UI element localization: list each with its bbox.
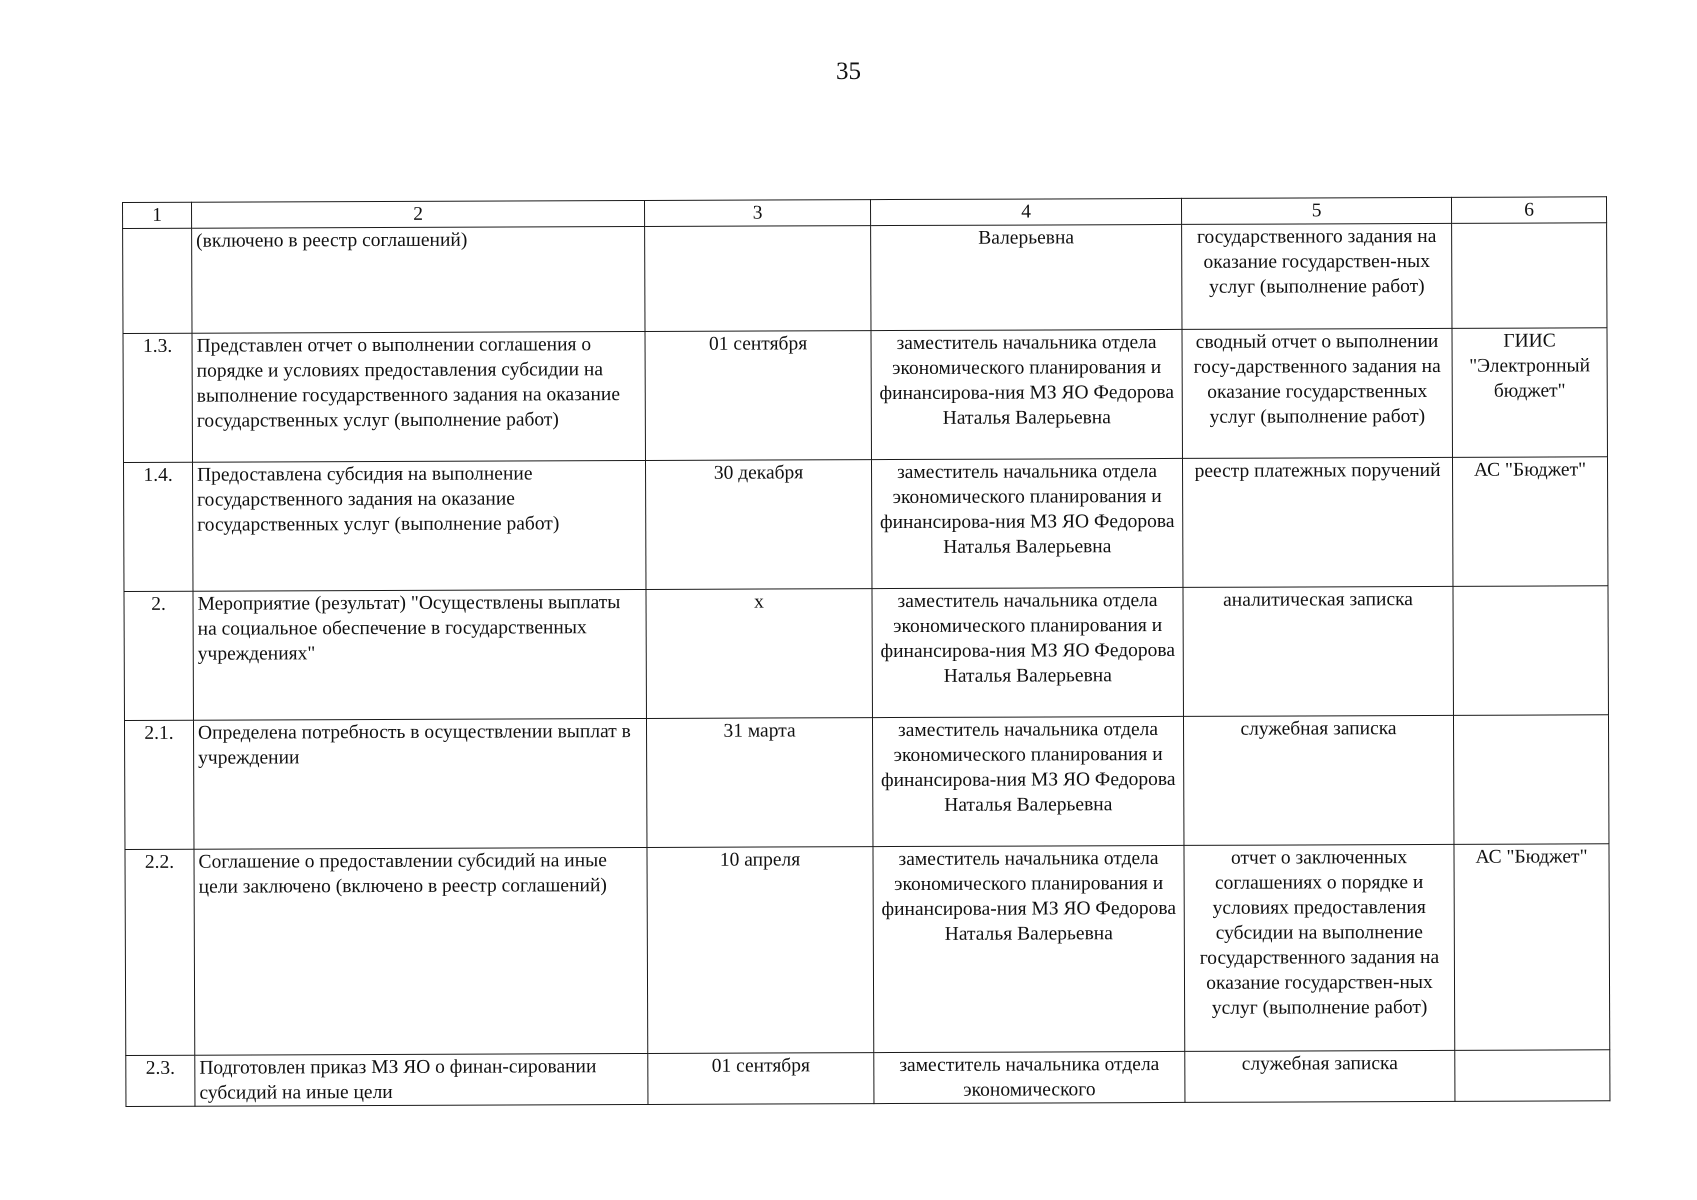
header-cell: 2 (192, 200, 645, 228)
row-number: 2.3. (126, 1055, 195, 1106)
document-cell: аналитическая записка (1183, 586, 1453, 716)
table-row (123, 328, 1607, 463)
date-cell: 30 декабря (645, 460, 871, 590)
responsible-cell: заместитель начальника отдела экономического планирования и финансирова-ния МЗ ЯО Федорова Наталья Валерьевна (871, 329, 1182, 459)
header-cell: 1 (123, 202, 192, 228)
row-number (123, 228, 192, 333)
system-cell: АС "Бюджет" (1454, 844, 1610, 1051)
event-cell: Определена потребность в осуществлении выплат в учреждении (193, 718, 646, 849)
responsible-cell: заместитель начальника отдела экономического планирования и финансирова-ния МЗ ЯО Федорова Наталья Валерьевна (872, 587, 1183, 717)
table-row (126, 1050, 1610, 1107)
responsible-cell: заместитель начальника отдела экономического планирования и финансирова-ния МЗ ЯО Федорова Наталья Валерьевна (872, 716, 1183, 846)
responsible-cell: заместитель начальника отдела экономического (874, 1051, 1185, 1103)
header-cell: 3 (644, 200, 870, 227)
responsible-cell: Валерьевна (871, 224, 1182, 330)
system-cell: АС "Бюджет" (1452, 457, 1607, 587)
system-cell (1452, 223, 1607, 329)
document-cell: отчет о заключенных соглашениях о порядке и условиях предоставления субсидии на выполнение государственного задания на оказание государствен-ных услуг (выполнение работ) (1184, 844, 1455, 1051)
table-row (124, 715, 1608, 850)
event-cell: Соглашение о предоставлении субсидий на иные цели заключено (включено в реестр соглашений) (194, 847, 648, 1055)
date-cell (645, 226, 871, 332)
date-cell: 31 марта (646, 718, 872, 848)
system-cell (1453, 715, 1608, 845)
header-cell: 6 (1451, 197, 1606, 224)
document-cell: служебная записка (1183, 715, 1453, 845)
row-number: 1.4. (124, 462, 193, 591)
row-number: 2. (124, 591, 193, 720)
row-number: 1.3. (123, 333, 192, 462)
event-cell: (включено в реестр соглашений) (192, 226, 645, 333)
responsible-cell: заместитель начальника отдела экономического планирования и финансирова-ния МЗ ЯО Федорова Наталья Валерьевна (873, 845, 1185, 1052)
header-cell: 5 (1181, 197, 1451, 224)
row-number: 2.1. (124, 720, 193, 849)
date-cell: 01 сентября (645, 331, 871, 461)
document-cell: сводный отчет о выполнении госу-дарственного задания на оказание государственных услуг (выполнение работ) (1182, 328, 1452, 458)
date-cell: 10 апреля (647, 847, 874, 1054)
table-row (125, 844, 1610, 1056)
system-cell: ГИИС "Электронный бюджет" (1452, 328, 1607, 458)
date-cell: 01 сентября (648, 1053, 874, 1105)
table-row (123, 223, 1607, 334)
responsible-cell: заместитель начальника отдела экономического планирования и финансирова-ния МЗ ЯО Федорова Наталья Валерьевна (871, 458, 1182, 588)
document-cell: государственного задания на оказание государствен-ных услуг (выполнение работ) (1182, 223, 1452, 329)
document-cell: служебная записка (1185, 1050, 1455, 1102)
event-cell: Предоставлена субсидия на выполнение государственного задания на оказание государственных услуг (выполнение работ) (192, 460, 645, 591)
event-cell: Представлен отчет о выполнении соглашения о порядке и условиях предоставления субсидии на выполнение государственного задания на оказание государственных услуг (выполнение работ) (192, 331, 645, 462)
event-cell: Подготовлен приказ МЗ ЯО о финан-сировании субсидий на иные цели (195, 1053, 648, 1106)
table-row (124, 457, 1608, 592)
plan-table (122, 196, 1610, 1107)
page-number: 35 (836, 58, 861, 85)
row-number: 2.2. (125, 849, 195, 1055)
header-cell: 4 (870, 198, 1181, 225)
system-cell (1455, 1050, 1610, 1102)
event-cell: Мероприятие (результат) "Осуществлены выплаты на социальное обеспечение в государственных учреждениях" (193, 589, 646, 720)
date-cell: х (646, 589, 872, 719)
document-cell: реестр платежных поручений (1182, 457, 1452, 587)
system-cell (1453, 586, 1608, 716)
table-row (124, 586, 1608, 721)
